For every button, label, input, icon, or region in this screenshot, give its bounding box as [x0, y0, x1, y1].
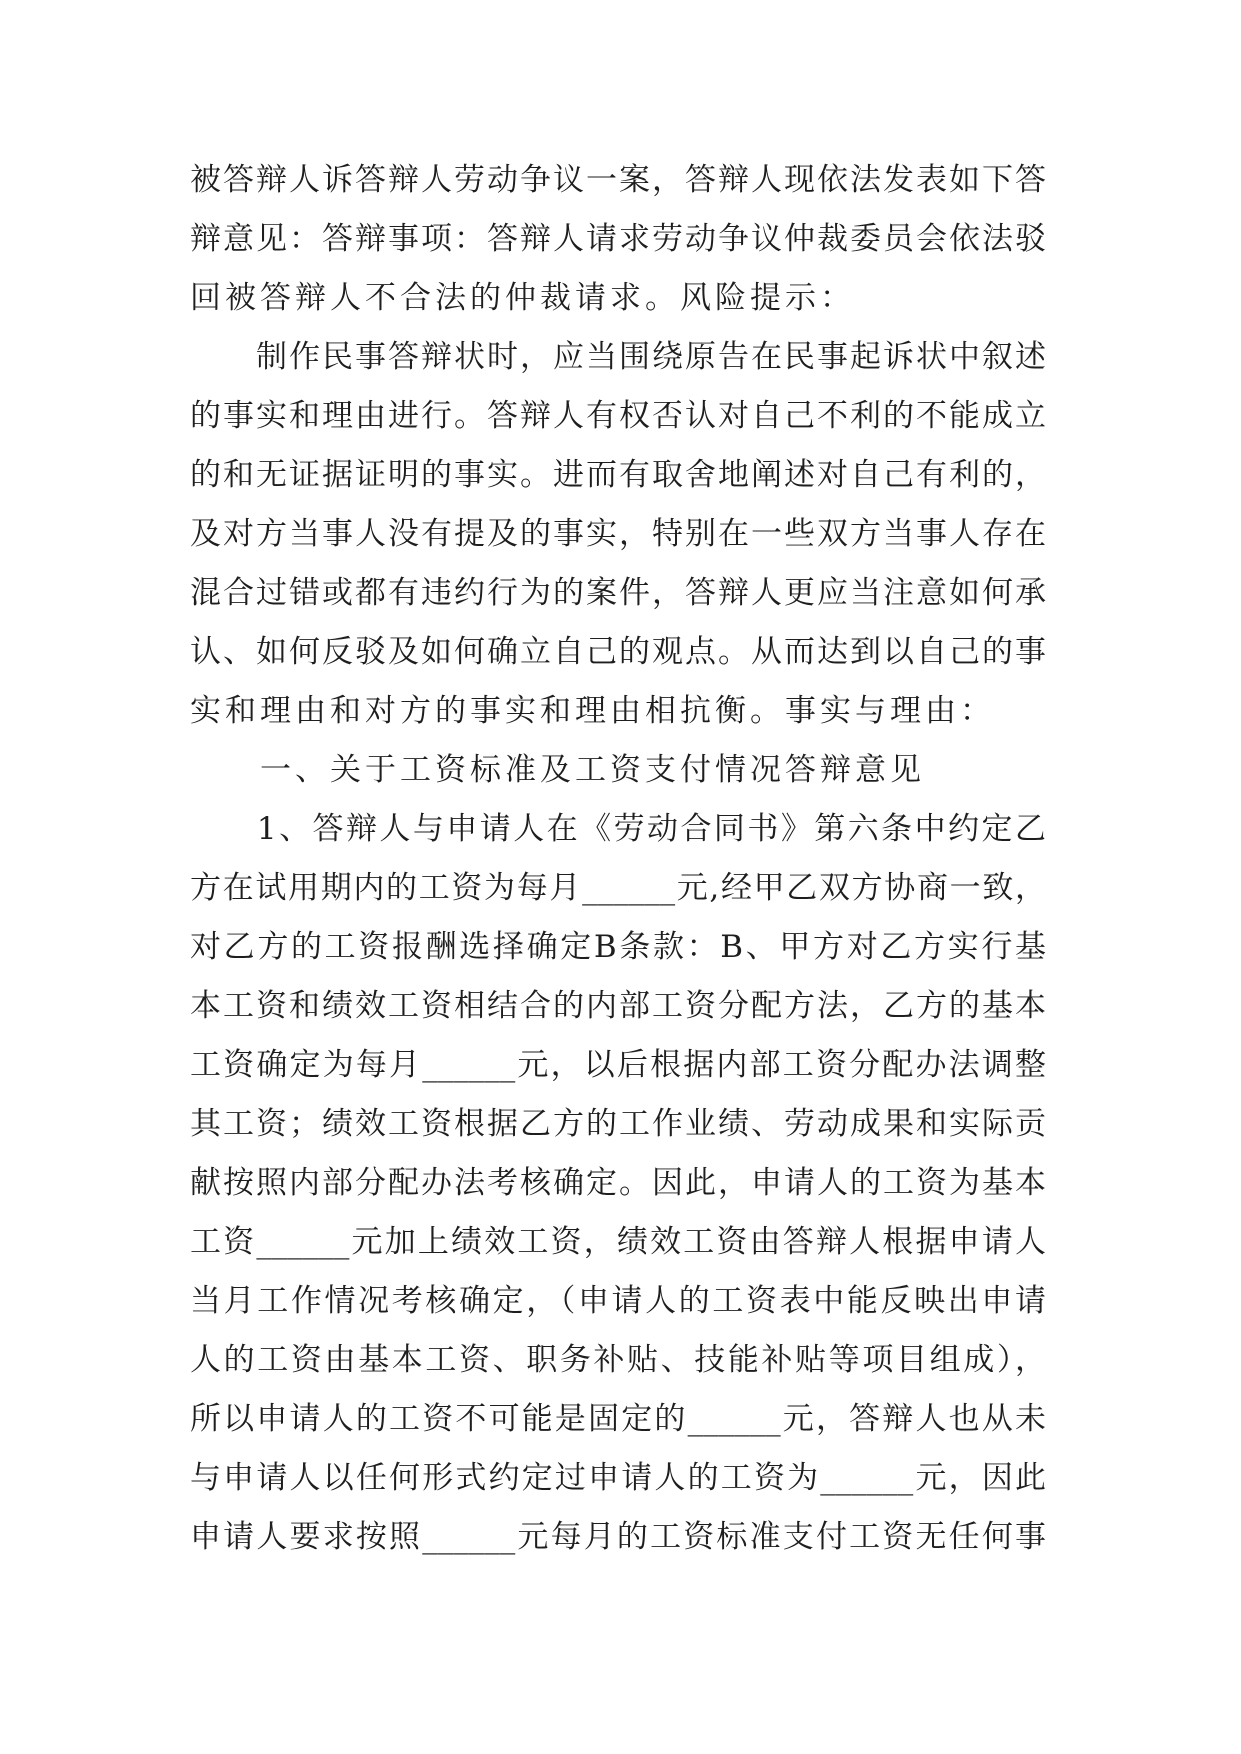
text-line: 认、如何反驳及如何确立自己的观点。从而达到以自己的事	[190, 634, 1046, 670]
text-line: 的事实和理由进行。答辩人有权否认对自己不利的不能成立	[190, 398, 1046, 434]
text-line: 当月工作情况考核确定，（申请人的工资表中能反映出申请	[190, 1283, 1046, 1319]
text-line: 的和无证据证明的事实。进而有取舍地阐述对自己有利的，	[190, 457, 1046, 493]
text-line: 献按照内部分配办法考核确定。因此，申请人的工资为基本	[190, 1165, 1046, 1201]
section-heading: 一、关于工资标准及工资支付情况答辩意见	[190, 752, 925, 788]
text-line: 混合过错或都有违约行为的案件，答辩人更应当注意如何承	[190, 575, 1046, 611]
text-line: 及对方当事人没有提及的事实，特别在一些双方当事人存在	[190, 516, 1046, 552]
text-line: 对乙方的工资报酬选择确定B条款：B、甲方对乙方实行基	[190, 929, 1046, 965]
text-line: 工资______元加上绩效工资，绩效工资由答辩人根据申请人	[190, 1224, 1046, 1260]
text-line: 人的工资由基本工资、职务补贴、技能补贴等项目组成），	[190, 1342, 1046, 1378]
text-line: 辩意见：答辩事项：答辩人请求劳动争议仲裁委员会依法驳	[190, 221, 1046, 257]
text-line: 工资确定为每月______元，以后根据内部工资分配办法调整	[190, 1047, 1046, 1083]
text-line: 方在试用期内的工资为每月______元,经甲乙双方协商一致，	[190, 870, 1046, 906]
text-line: 实和理由和对方的事实和理由相抗衡。事实与理由：	[190, 693, 995, 729]
text-line: 本工资和绩效工资相结合的内部工资分配方法，乙方的基本	[190, 988, 1046, 1024]
text-line: 所以申请人的工资不可能是固定的______元，答辩人也从未	[190, 1401, 1046, 1437]
text-line: 被答辩人诉答辩人劳动争议一案，答辩人现依法发表如下答	[190, 162, 1046, 198]
text-line: 与申请人以任何形式约定过申请人的工资为______元，因此	[190, 1460, 1046, 1496]
text-line: 制作民事答辩状时，应当围绕原告在民事起诉状中叙述	[190, 339, 1046, 375]
text-line: 1、答辩人与申请人在《劳动合同书》第六条中约定乙	[190, 811, 1046, 847]
text-line: 其工资；绩效工资根据乙方的工作业绩、劳动成果和实际贡	[190, 1106, 1046, 1142]
text-line: 申请人要求按照______元每月的工资标准支付工资无任何事	[190, 1519, 1046, 1555]
text-line: 回被答辩人不合法的仲裁请求。风险提示：	[190, 280, 855, 316]
